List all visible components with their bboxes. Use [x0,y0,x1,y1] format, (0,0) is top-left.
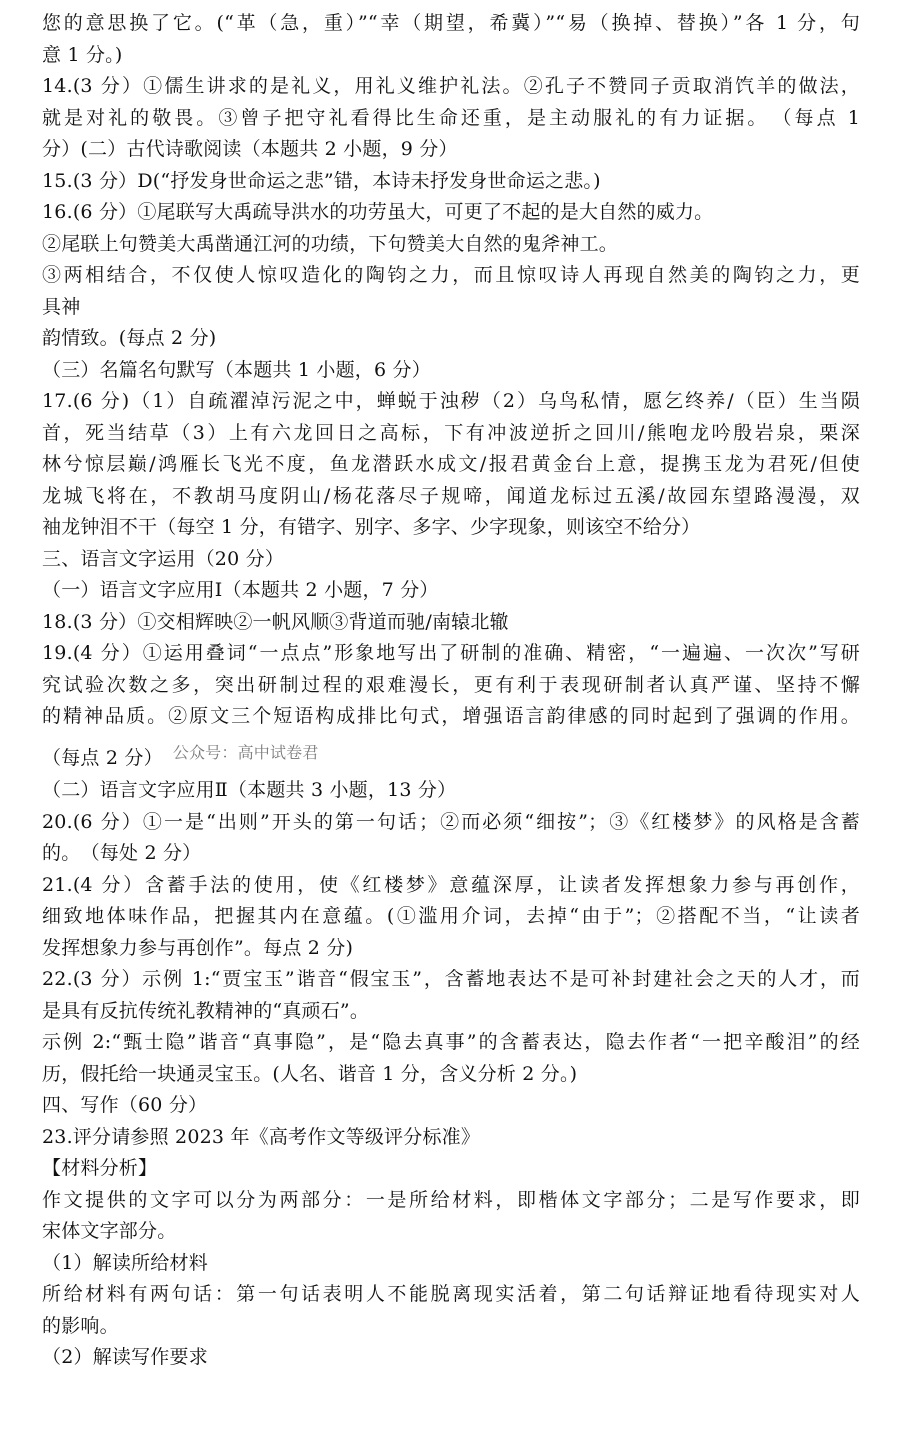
q21-answer: 21.(4 分）含蓄手法的使用，使《红楼梦》意蕴深厚，让读者发挥想象力参与再创作， [42,873,860,896]
q19-answer: 19.(4 分）①运用叠词“一点点”形象地写出了研制的准确、精密，“一遍遍、一次次”写研 [42,642,860,664]
text-line: 的。 （每处 2 分） [42,842,202,864]
subheading: 【材料分析】 [42,1157,158,1179]
text-line: 具神 [42,295,81,318]
q14-answer: 14.(3 分）①儒生讲求的是礼义，用礼义维护礼法。②孔子不赞同子贡取消饩羊的做法， [42,75,860,97]
text-line: 所给材料有两句话：第一句话表明人不能脱离现实活着，第二句话辩证地看待现实对人 [42,1283,860,1305]
text-line: 意 1 分。) [42,43,123,66]
text-line: 林兮惊层巅/鸿雁长飞光不度，鱼龙潜跃水成文/报君黄金台上意，提携玉龙为君死/但使 [42,453,860,475]
q17-answer: 17.(6 分)（1）自疏濯淖污泥之中，蝉蜕于浊秽（2）乌鸟私情，愿乞终养/（臣）生当陨 [42,390,860,412]
section-heading: （一）语言文字应用Ⅰ（本题共 2 小题，7 分） [42,579,439,601]
section-heading: （二）语言文字应用Ⅱ（本题共 3 小题，13 分） [42,779,457,801]
q15-answer: 15.(3 分）D(“抒发身世命运之悲”错，本诗未抒发身世命运之悲。) [42,169,601,192]
text-line-with-watermark [42,743,860,776]
section-heading: （三）名篇名句默写（本题共 1 小题，6 分） [42,358,431,381]
text-line: 作文提供的文字可以分为两部分：一是所给材料，即楷体文字部分；二是写作要求，即 [42,1188,860,1211]
text-line: 示例 2:“甄士隐”谐音“真事隐”，是“隐去真事”的含蓄表达，隐去作者“一把辛酸泪”的经 [42,1031,860,1053]
text-line: 龙城飞将在，不教胡马度阴山/杨花落尽子规啼，闻道龙标过五溪/故园东望路漫漫，双 [42,484,860,507]
text-line: 发挥想象力参与再创作”。每点 2 分) [42,936,354,959]
text-line: 细致地体味作品，把握其内在意蕴。(①滥用介词，去掉“由于”；②搭配不当，“让读者 [42,905,860,927]
text-line: ②尾联上句赞美大禹凿通江河的功绩，下句赞美大自然的鬼斧神工。 [42,232,619,255]
text-line: 韵情致。(每点 2 分) [42,327,217,349]
section-heading: 四、写作（60 分） [42,1094,208,1116]
text-line: 宋体文字部分。 [42,1220,177,1242]
text-line: 究试验次数之多，突出研制过程的艰难漫长，更有利于表现研制者认真严谨、坚持不懈 [42,673,860,696]
q22-answer: 22.(3 分）示例 1:“贾宝玉”谐音“假宝玉”，含蓄地表达不是可补封建社会之天的人才，而 [42,968,860,990]
text-line: 袖龙钟泪不干（每空 1 分，有错字、别字、多字、少字现象，则该空不给分） [42,516,701,538]
q20-answer: 20.(6 分）①一是“出则”开头的第一句话；②而必须“细按”；③《红楼梦》的风格是含蓄 [42,810,860,833]
section-heading: 三、语言文字运用（20 分） [42,547,285,570]
text-line: ③两相结合，不仅使人惊叹造化的陶钧之力，而且惊叹诗人再现自然美的陶钧之力，更 [42,264,860,286]
text-line: 就是对礼的敬畏。③曾子把守礼看得比生命还重，是主动服礼的有力证据。 （每点 1 [42,106,860,129]
text-line: 的精神品质。②原文三个短语构成排比句式，增强语言韵律感的同时起到了强调的作用。 [42,705,860,727]
watermark: 公众号：高中试卷君 [172,744,319,762]
q23-answer: 23.评分请参照 2023 年《高考作文等级评分标准》 [42,1125,481,1148]
q18-answer: 18.(3 分）①交相辉映②一帆风顺③背道而驰/南辕北辙 [42,610,509,633]
text-line: 历，假托给一块通灵宝玉。(人名、谐音 1 分，含义分析 2 分。) [42,1062,578,1085]
section-heading: 分）(二）古代诗歌阅读（本题共 2 小题，9 分） [42,138,458,160]
subheading: （2）解读写作要求 [42,1346,208,1368]
q16-answer: 16.(6 分）①尾联写大禹疏导洪水的功劳虽大，可更了不起的是大自然的威力。 [42,201,714,223]
text-line: 您的意思换了它。(“革（急，重）”“幸（期望，希冀）”“易（换掉、替换）”各 1 分，句 [42,12,860,34]
text-line: 首，死当结草（3）上有六龙回日之高标，下有冲波逆折之回川/熊咆龙吟殷岩泉，栗深 [42,421,860,444]
score-note: （每点 2 分） [42,746,163,769]
text-line: 是具有反抗传统礼教精神的“真顽石”。 [42,999,370,1022]
text-line: 的影响。 [42,1314,119,1337]
subheading: （1）解读所给材料 [42,1251,208,1274]
